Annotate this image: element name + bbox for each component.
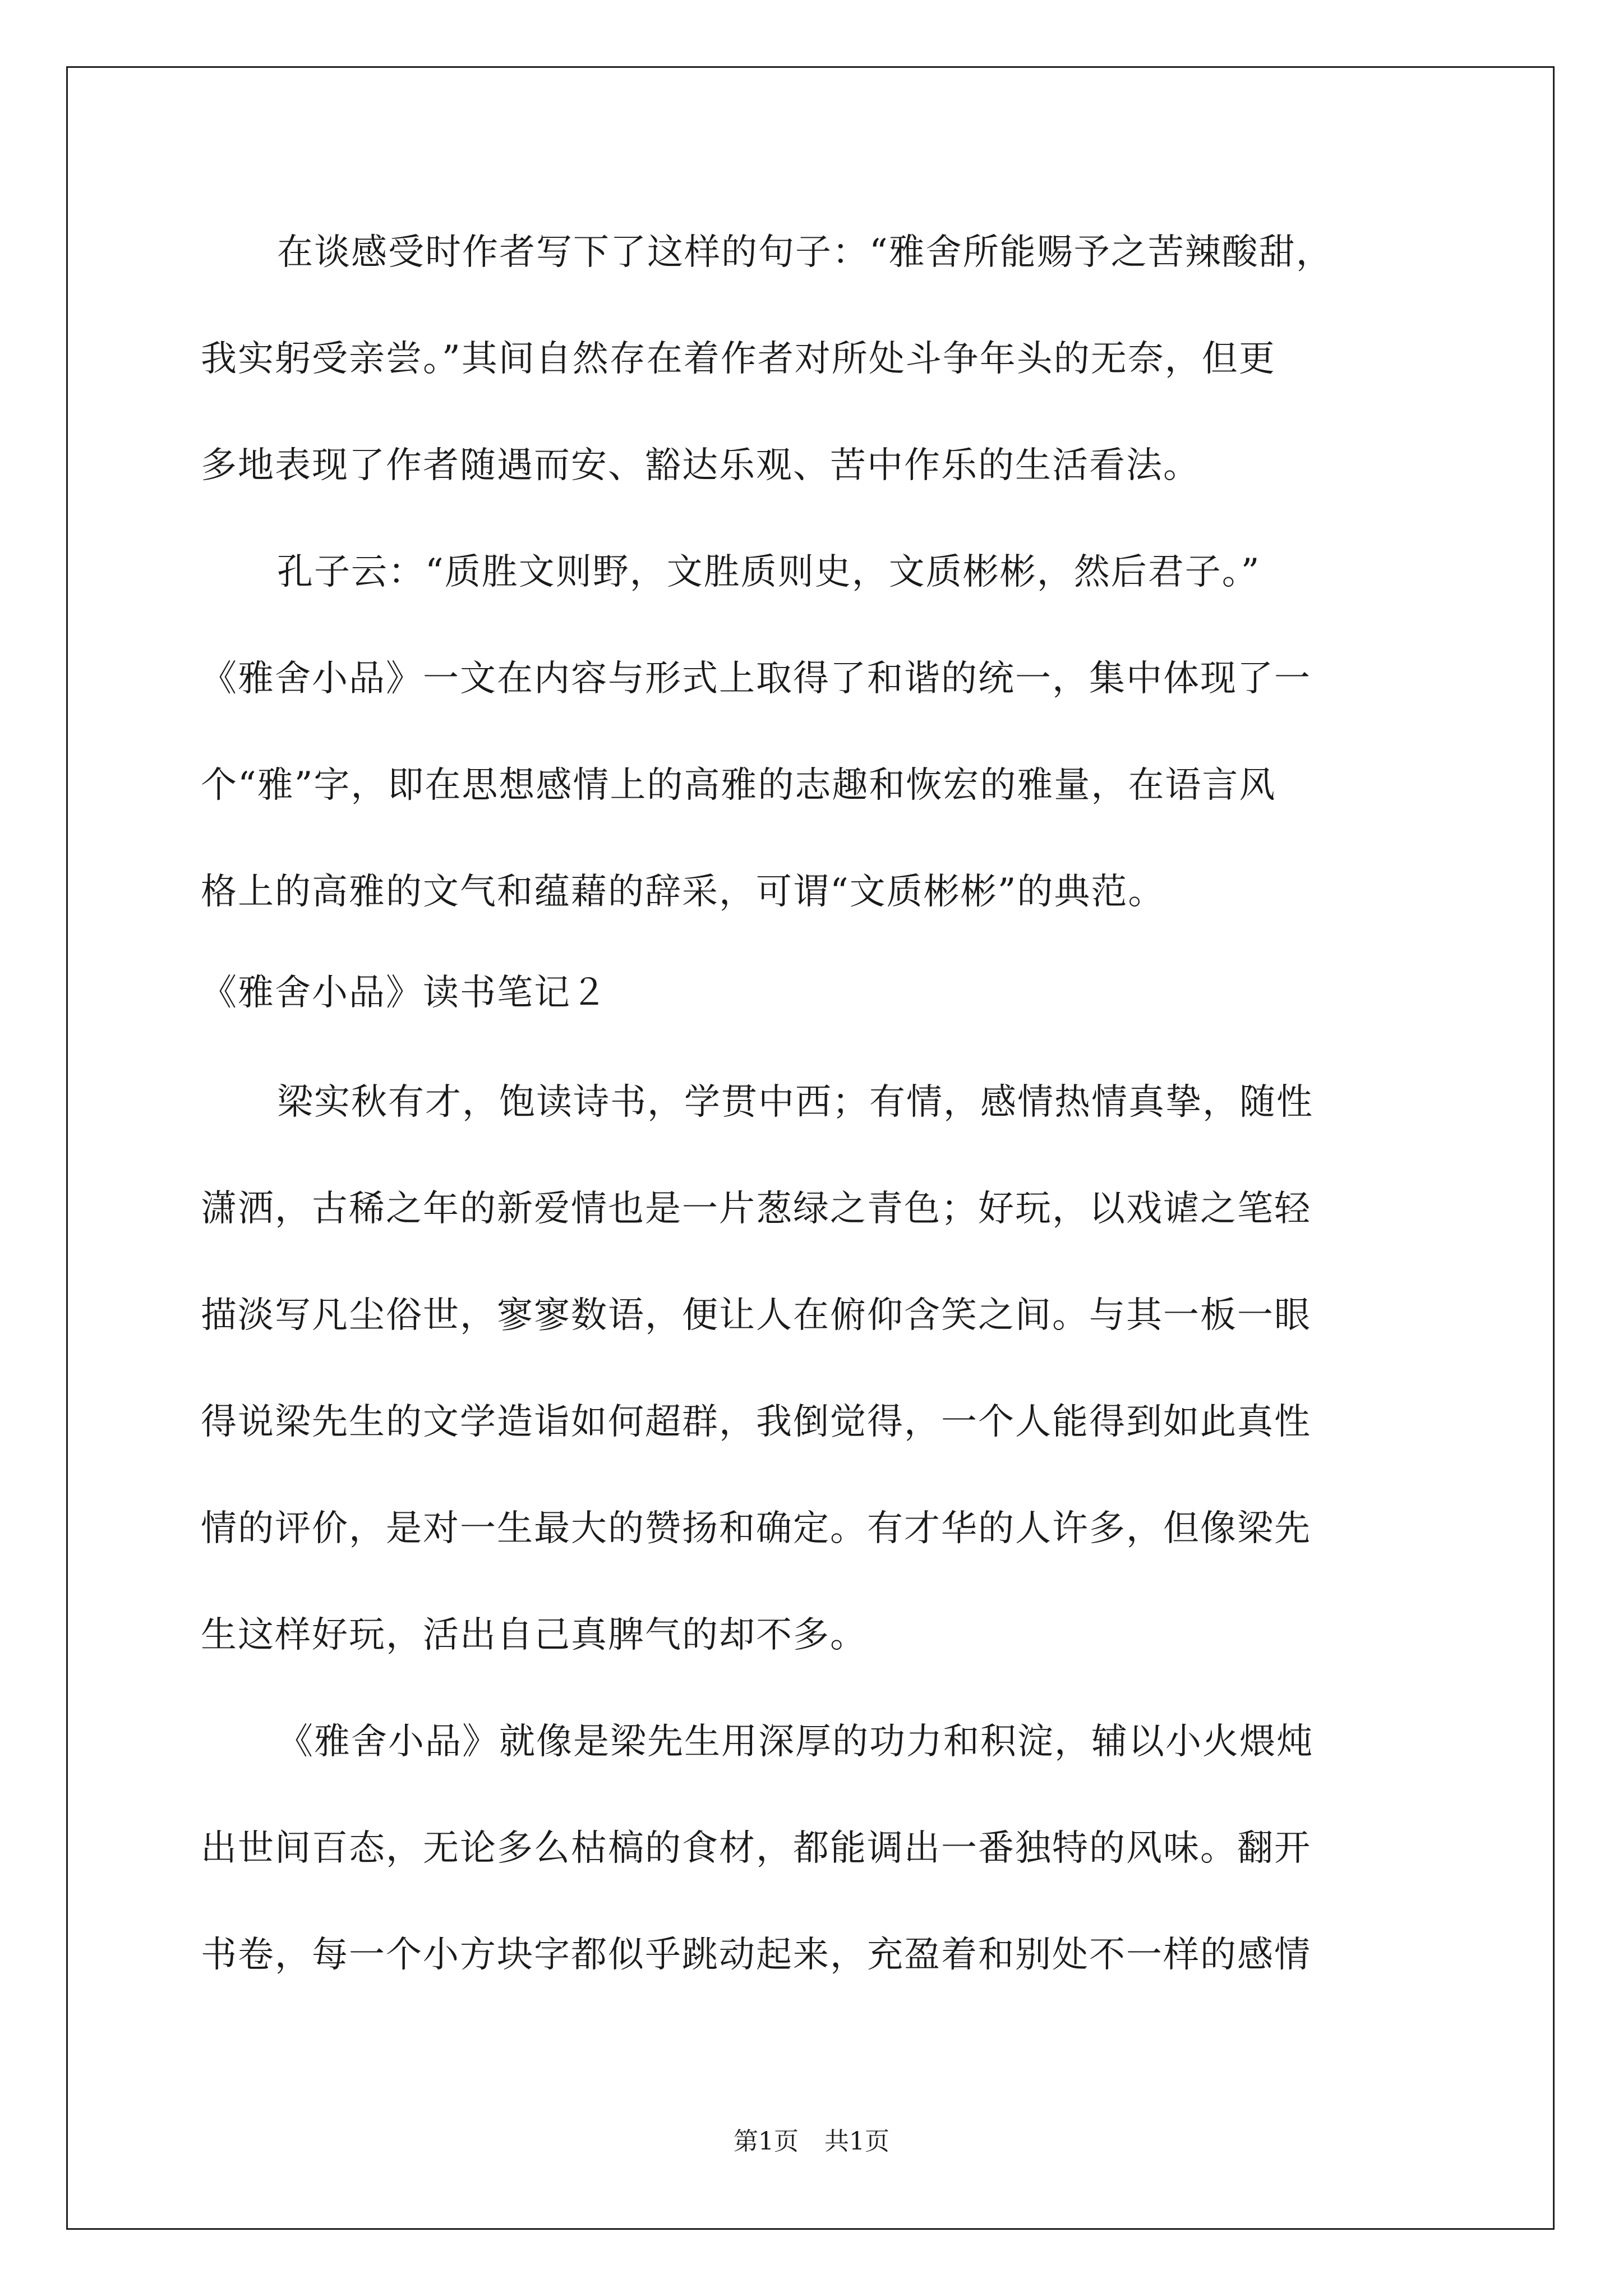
paragraph-line: 梁实秋有才，饱读诗书，学贯中西；有情，感情热情真挚，随性 — [277, 1082, 1313, 1123]
paragraph-line: 个“雅”字，即在思想感情上的高雅的志趣和恢宏的雅量，在语言风 — [201, 765, 1276, 806]
paragraph-line: 得说梁先生的文学造诣如何超群，我倒觉得，一个人能得到如此真性 — [201, 1401, 1311, 1443]
paragraph-line: 《雅舍小品》就像是梁先生用深厚的功力和积淀，辅以小火煨炖 — [277, 1721, 1313, 1763]
paragraph-line: 潇洒，古稀之年的新爱情也是一片葱绿之青色；好玩，以戏谑之笔轻 — [201, 1188, 1311, 1230]
paragraph-line: 在谈感受时作者写下了这样的句子：“雅舍所能赐予之苦辣酸甜， — [277, 232, 1333, 273]
page-footer — [0, 2126, 1623, 2157]
paragraph-line: 书卷，每一个小方块字都似乎跳动起来，充盈着和别处不一样的感情 — [201, 1934, 1311, 1976]
paragraph-line: 描淡写凡尘俗世，寥寥数语，便让人在俯仰含笑之间。与其一板一眼 — [201, 1295, 1311, 1336]
page-number-total: 共1页 — [824, 2127, 889, 2156]
paragraph-line: 情的评价，是对一生最大的赞扬和确定。有才华的人许多，但像梁先 — [201, 1508, 1311, 1549]
paragraph-line: 生这样好玩，活出自己真脾气的却不多。 — [201, 1614, 867, 1656]
paragraph-line: 《雅舍小品》一文在内容与形式上取得了和谐的统一，集中体现了一 — [201, 658, 1311, 700]
page-number-current: 第1页 — [734, 2127, 799, 2156]
paragraph-line: 孔子云：“质胜文则野，文胜质则史，文质彬彬，然后君子。” — [277, 551, 1261, 593]
paragraph-line: 出世间百态，无论多么枯槁的食材，都能调出一番独特的风味。翻开 — [201, 1828, 1311, 1869]
paragraph-line: 我实躬受亲尝。”其间自然存在着作者对所处斗争年头的无奈，但更 — [201, 338, 1276, 380]
page-border — [66, 66, 1555, 2230]
section-heading: 《雅舍小品》读书笔记２ — [201, 972, 608, 1014]
paragraph-line: 多地表现了作者随遇而安、豁达乐观、苦中作乐的生活看法。 — [201, 445, 1200, 486]
paragraph-line: 格上的高雅的文气和蕴藉的辞采，可谓“文质彬彬”的典范。 — [201, 871, 1165, 913]
